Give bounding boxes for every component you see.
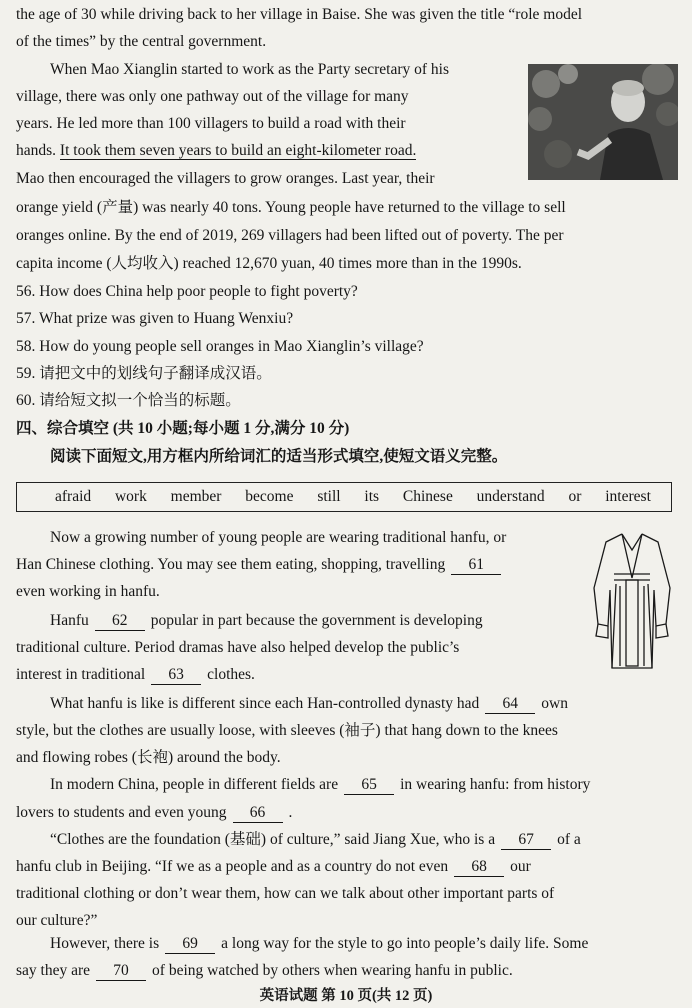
blank-61: 61 [451, 556, 501, 575]
word-bank-item: member [170, 488, 222, 505]
question-56: 56. How does China help poor people to fight poverty? [16, 283, 358, 300]
text-segment: Han Chinese clothing. You may see them eating, shopping, travelling [16, 556, 446, 573]
word-bank-box [16, 482, 672, 512]
passage-a-line-2: of the times” by the central government. [16, 33, 267, 50]
word-bank-item: or [568, 488, 582, 505]
passage-b-line-4 [50, 610, 483, 632]
blank-70: 70 [96, 962, 146, 981]
hanfu-illustration [590, 528, 674, 680]
passage-b-line-15: our culture?” [16, 912, 98, 929]
text-segment: of a [557, 831, 581, 848]
text-segment: clothes. [207, 666, 255, 683]
blank-63: 63 [151, 666, 201, 685]
text-segment: popular in part because the government is developing [150, 612, 483, 629]
passage-b-line-5: traditional culture. Period dramas have also helped develop the public’s [16, 639, 460, 656]
blank-67: 67 [501, 831, 551, 850]
text-segment: say they are [16, 962, 91, 979]
text-segment: Hanfu [50, 612, 89, 629]
passage-a-line-10: capita income (人均收入) reached 12,670 yuan, 40 times more than in the 1990s. [16, 255, 522, 272]
passage-b-line-16 [50, 933, 588, 955]
text-segment: of being watched by others when wearing hanfu in public. [152, 962, 513, 979]
blank-64: 64 [485, 695, 535, 714]
word-bank-item: Chinese [402, 488, 453, 505]
word-bank-item: its [364, 488, 380, 505]
text-segment: However, there is [50, 935, 160, 952]
text-segment: a long way for the style to go into people’s daily life. Some [221, 935, 589, 952]
passage-a-line-9: oranges online. By the end of 2019, 269 villagers had been lifted out of poverty. The per [16, 227, 564, 244]
passage-a-line-5: years. He led more than 100 villagers to build a road with their [16, 115, 406, 132]
mao-xianglin-photo [528, 64, 678, 180]
passage-a-line-3: When Mao Xianglin started to work as the Party secretary of his [50, 61, 450, 78]
blank-65: 65 [344, 776, 394, 795]
passage-a-line-7: Mao then encouraged the villagers to grow oranges. Last year, their [16, 170, 435, 187]
passage-b-line-12 [50, 829, 581, 851]
question-57: 57. What prize was given to Huang Wenxiu? [16, 310, 294, 327]
question-59: 59. 请把文中的划线句子翻译成汉语。 [16, 365, 272, 382]
passage-a-line-1: the age of 30 while driving back to her village in Baise. She was given the title “role model [16, 6, 583, 23]
question-60: 60. 请给短文拟一个恰当的标题。 [16, 392, 241, 409]
passage-b-line-10 [50, 774, 590, 796]
passage-b-line-7 [50, 693, 568, 715]
word-bank-item: become [245, 488, 294, 505]
section-4-instruction: 阅读下面短文,用方框内所给词汇的适当形式填空,使短文语义完整。 [50, 448, 508, 465]
word-bank-item: interest [605, 488, 651, 505]
passage-b-line-1: Now a growing number of young people are wearing traditional hanfu, or [50, 529, 507, 546]
text-segment: In modern China, people in different fields are [50, 776, 339, 793]
text-segment: “Clothes are the foundation (基础) of culture,” said Jiang Xue, who is a [50, 831, 496, 848]
text-segment: What hanfu is like is different since each Han-controlled dynasty had [50, 695, 480, 712]
text-segment: hanfu club in Beijing. “If we as a people and as a country do not even [16, 858, 449, 875]
blank-68: 68 [454, 858, 504, 877]
text-segment: interest in traditional [16, 666, 146, 683]
portrait-image [528, 64, 678, 180]
blank-69: 69 [165, 935, 215, 954]
text-segment: our [510, 858, 531, 875]
passage-b-line-8: style, but the clothes are usually loose, with sleeves (袖子) that hang down to the knees [16, 722, 558, 739]
passage-b-line-17 [16, 960, 513, 982]
passage-a-line-6 [16, 140, 416, 162]
passage-b-line-6 [16, 664, 255, 686]
page-footer: 英语试题 第 10 页(共 12 页) [259, 988, 433, 1004]
blank-66: 66 [233, 804, 283, 823]
passage-a-line-8: orange yield (产量) was nearly 40 tons. Young people have returned to the village to sell [16, 199, 566, 216]
passage-b-line-9: and flowing robes (长袍) around the body. [16, 749, 281, 766]
word-bank-item: work [114, 488, 147, 505]
passage-a-line-4: village, there was only one pathway out of the village for many [16, 88, 409, 105]
section-4-heading: 四、综合填空 (共 10 小题;每小题 1 分,满分 10 分) [16, 420, 350, 437]
text-segment: lovers to students and even young [16, 804, 227, 821]
word-bank-item: afraid [55, 488, 92, 505]
blank-62: 62 [95, 612, 145, 631]
underlined-sentence: It took them seven years to build an eight-kilometer road. [59, 142, 417, 159]
question-58: 58. How do young people sell oranges in Mao Xianglin’s village? [16, 338, 424, 355]
passage-b-line-13 [16, 856, 531, 878]
hands-text: hands. [16, 142, 57, 159]
passage-b-line-3: even working in hanfu. [16, 583, 160, 600]
passage-b-line-2 [16, 554, 507, 576]
passage-b-line-14: traditional clothing or don’t wear them, how can we talk about other important parts of [16, 885, 555, 902]
word-bank-item: understand [476, 488, 545, 505]
word-bank-item: still [317, 488, 341, 505]
text-segment: in wearing hanfu: from history [400, 776, 591, 793]
hanfu-robe-icon [590, 528, 674, 680]
text-segment: own [541, 695, 568, 712]
passage-b-line-11 [16, 802, 292, 824]
text-segment: . [288, 804, 293, 821]
